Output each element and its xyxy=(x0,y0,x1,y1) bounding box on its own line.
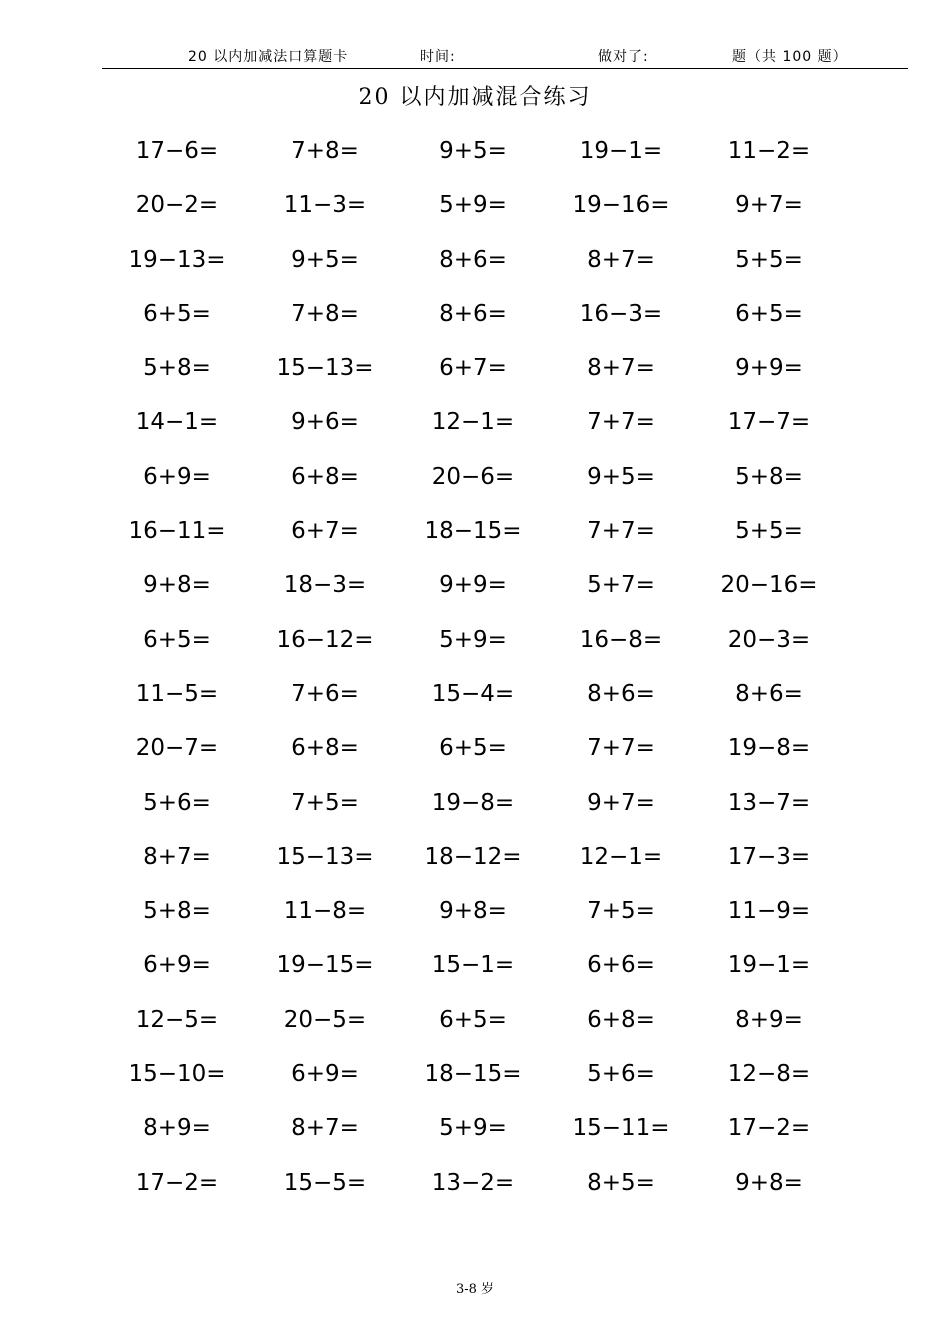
problem-cell: 8+5= xyxy=(587,1169,655,1196)
problem-cell: 15−13= xyxy=(276,355,374,382)
problem-cell: 15−13= xyxy=(276,843,374,870)
problem-cell: 18−3= xyxy=(283,572,367,599)
problem-row xyxy=(0,558,950,612)
problem-cell: 7+7= xyxy=(587,409,655,436)
problem-cell: 8+9= xyxy=(735,1006,803,1033)
problem-cell: 20−6= xyxy=(431,463,515,490)
problem-cell: 19−1= xyxy=(579,138,663,164)
problem-cell: 5+8= xyxy=(143,355,211,382)
problem-row xyxy=(0,776,950,830)
problem-cell: 6+9= xyxy=(291,1061,359,1088)
problem-cell: 8+6= xyxy=(587,680,655,707)
problem-cell: 11−5= xyxy=(135,680,219,707)
problem-row xyxy=(0,287,950,341)
problem-cell: 8+7= xyxy=(143,843,211,870)
problem-cell: 20−7= xyxy=(135,735,219,762)
problem-cell: 11−3= xyxy=(283,192,367,219)
problem-cell: 5+5= xyxy=(735,518,803,545)
problem-cell: 9+8= xyxy=(439,898,507,925)
problem-cell: 16−8= xyxy=(579,626,663,653)
problem-cell: 7+5= xyxy=(587,898,655,925)
problem-cell: 6+7= xyxy=(291,518,359,545)
problem-row xyxy=(0,341,950,395)
problem-cell: 17−6= xyxy=(135,138,219,164)
problem-cell: 9+5= xyxy=(439,138,507,164)
problem-cell: 7+6= xyxy=(291,680,359,707)
problem-cell: 19−8= xyxy=(431,789,515,816)
problem-row xyxy=(0,504,950,558)
problem-cell: 6+6= xyxy=(587,952,655,979)
problem-cell: 9+9= xyxy=(439,572,507,599)
problem-cell: 5+7= xyxy=(587,572,655,599)
problem-cell: 7+7= xyxy=(587,735,655,762)
problem-cell: 5+6= xyxy=(143,789,211,816)
problem-cell: 11−9= xyxy=(727,898,811,925)
problem-row xyxy=(0,721,950,775)
problem-cell: 19−15= xyxy=(276,952,374,979)
problem-cell: 18−15= xyxy=(424,1061,522,1088)
problem-cell: 12−5= xyxy=(135,1006,219,1033)
problem-row xyxy=(0,178,950,232)
problem-row xyxy=(0,124,950,178)
time-label: 时间: xyxy=(420,49,456,65)
problem-cell: 5+5= xyxy=(735,246,803,273)
problem-cell: 13−2= xyxy=(431,1169,515,1196)
problem-row xyxy=(0,993,950,1047)
correct-label: 做对了: xyxy=(598,49,649,65)
problem-cell: 8+9= xyxy=(143,1115,211,1142)
problem-cell: 18−15= xyxy=(424,518,522,545)
problem-row xyxy=(0,613,950,667)
problem-cell: 6+8= xyxy=(587,1006,655,1033)
problem-cell: 15−1= xyxy=(431,952,515,979)
problem-row xyxy=(0,1047,950,1101)
problem-cell: 19−13= xyxy=(128,246,226,273)
problem-row xyxy=(0,233,950,287)
problem-cell: 5+9= xyxy=(439,626,507,653)
problem-cell: 9+9= xyxy=(735,355,803,382)
problem-row xyxy=(0,450,950,504)
problem-row xyxy=(0,884,950,938)
problem-cell: 16−3= xyxy=(579,300,663,327)
problem-cell: 12−1= xyxy=(431,409,515,436)
problem-row xyxy=(0,938,950,992)
problem-cell: 9+8= xyxy=(143,572,211,599)
problem-cell: 6+8= xyxy=(291,735,359,762)
problem-cell: 6+5= xyxy=(143,300,211,327)
problem-cell: 6+9= xyxy=(143,952,211,979)
header-divider xyxy=(102,68,908,69)
problem-cell: 15−11= xyxy=(572,1115,670,1142)
problem-cell: 8+7= xyxy=(587,246,655,273)
problem-cell: 17−7= xyxy=(727,409,811,436)
problem-cell: 17−2= xyxy=(135,1169,219,1196)
problem-cell: 16−12= xyxy=(276,626,374,653)
problem-cell: 20−3= xyxy=(727,626,811,653)
problem-cell: 6+7= xyxy=(439,355,507,382)
problem-cell: 7+5= xyxy=(291,789,359,816)
problem-cell: 12−8= xyxy=(727,1061,811,1088)
problem-cell: 6+5= xyxy=(439,735,507,762)
problem-cell: 5+9= xyxy=(439,1115,507,1142)
problem-cell: 11−2= xyxy=(727,138,811,164)
problem-cell: 7+8= xyxy=(291,300,359,327)
problem-cell: 9+5= xyxy=(587,463,655,490)
page-title: 20 以内加减混合练习 xyxy=(358,85,592,110)
problem-cell: 8+7= xyxy=(587,355,655,382)
page-footer: 3-8 岁 xyxy=(455,1282,495,1297)
problem-cell: 9+5= xyxy=(291,246,359,273)
problem-cell: 5+6= xyxy=(587,1061,655,1088)
problem-row xyxy=(0,830,950,884)
problem-cell: 5+9= xyxy=(439,192,507,219)
problem-cell: 15−10= xyxy=(128,1061,226,1088)
problem-cell: 8+6= xyxy=(439,300,507,327)
problem-row xyxy=(0,1156,950,1210)
problem-cell: 15−4= xyxy=(431,680,515,707)
problem-cell: 20−5= xyxy=(283,1006,367,1033)
problem-cell: 9+7= xyxy=(735,192,803,219)
problem-cell: 16−11= xyxy=(128,518,226,545)
problem-cell: 20−16= xyxy=(720,572,818,599)
problem-cell: 5+8= xyxy=(143,898,211,925)
total-label: 题（共 100 题） xyxy=(732,49,848,65)
problem-cell: 9+6= xyxy=(291,409,359,436)
problem-cell: 20−2= xyxy=(135,192,219,219)
problem-cell: 9+7= xyxy=(587,789,655,816)
problem-cell: 8+6= xyxy=(439,246,507,273)
problem-cell: 6+9= xyxy=(143,463,211,490)
problem-grid xyxy=(0,124,950,1210)
problem-cell: 6+5= xyxy=(735,300,803,327)
problem-row xyxy=(0,667,950,721)
problem-cell: 19−1= xyxy=(727,952,811,979)
problem-cell: 11−8= xyxy=(283,898,367,925)
problem-row xyxy=(0,1101,950,1155)
problem-cell: 5+8= xyxy=(735,463,803,490)
problem-cell: 12−1= xyxy=(579,843,663,870)
problem-cell: 15−5= xyxy=(283,1169,367,1196)
problem-cell: 18−12= xyxy=(424,843,522,870)
problem-cell: 7+8= xyxy=(291,138,359,164)
problem-cell: 9+8= xyxy=(735,1169,803,1196)
problem-cell: 14−1= xyxy=(135,409,219,436)
problem-cell: 6+5= xyxy=(439,1006,507,1033)
problem-cell: 6+5= xyxy=(143,626,211,653)
card-title: 20 以内加减法口算题卡 xyxy=(188,49,349,65)
problem-cell: 19−16= xyxy=(572,192,670,219)
problem-cell: 8+6= xyxy=(735,680,803,707)
problem-cell: 13−7= xyxy=(727,789,811,816)
problem-cell: 6+8= xyxy=(291,463,359,490)
problem-cell: 7+7= xyxy=(587,518,655,545)
problem-cell: 8+7= xyxy=(291,1115,359,1142)
problem-cell: 17−2= xyxy=(727,1115,811,1142)
worksheet-header xyxy=(0,44,950,68)
problem-cell: 19−8= xyxy=(727,735,811,762)
problem-row xyxy=(0,395,950,449)
problem-cell: 17−3= xyxy=(727,843,811,870)
